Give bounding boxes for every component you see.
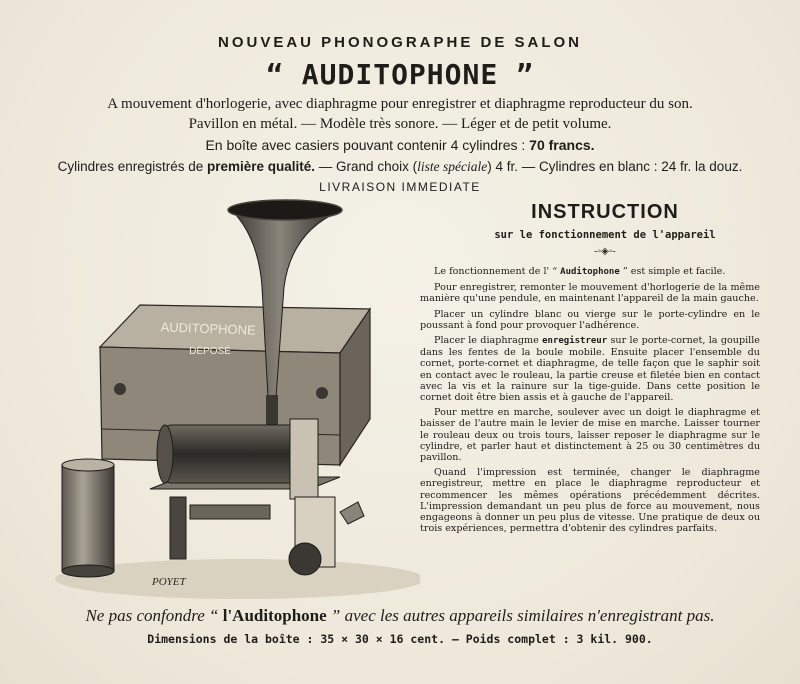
product-title: “ AUDITOPHONE ” xyxy=(266,58,534,91)
p1-text-a: Le fonctionnement de l' “ xyxy=(434,266,561,277)
warn-text-b: ” avec les autres appareils similaires n'enregistrant pas. xyxy=(326,606,715,625)
subtitle-line-2: Pavillon en métal. — Modèle très sonore. — Léger et de petit volume. xyxy=(188,116,612,132)
warn-brand: l'Auditophone xyxy=(222,606,327,625)
delivery-note: LIVRAISON IMMEDIATE xyxy=(319,180,481,194)
phonograph-illustration xyxy=(40,197,420,603)
box-offer-text: En boîte avec casiers pouvant contenir 4 cylindres : xyxy=(205,137,530,153)
box-deposited-tag: DÉPOSÉ xyxy=(189,346,231,357)
clockwork-wheel xyxy=(289,543,321,575)
instruction-paragraph: Pour mettre en marche, soulever avec un doigt le diaphragme et baisser de l'autre main le levier de mise en marche. Laisser tourner le rouleau deux ou trois tours, laisser reposer le diaphragme sur le cylindre, et parler haut et distinctement à 25 ou 30 centimètres du pavillon. xyxy=(420,407,760,464)
box-offer-line xyxy=(0,137,800,153)
cyl-quality: première qualité. xyxy=(207,159,316,174)
p1-text-b: ” est simple et facile. xyxy=(619,266,726,277)
recording-cylinder xyxy=(165,425,295,483)
dimensions-line: Dimensions de la boîte : 35 × 30 × 16 cent. — Poids complet : 3 kil. 900. xyxy=(147,632,653,646)
box-brand-label: AUDITOPHONE xyxy=(160,319,256,338)
cyl-text-b: — Grand choix ( xyxy=(315,159,418,174)
subtitle-line-1: A mouvement d'horlogerie, avec diaphragme pour enregistrer et diaphragme reproducteur du son. xyxy=(107,96,693,112)
cylinder-case xyxy=(62,459,114,577)
box-price: 70 francs. xyxy=(529,137,595,153)
p4-text-a: Placer le diaphragme xyxy=(434,335,543,347)
kicker-heading: NOUVEAU PHONOGRAPHE DE SALON xyxy=(217,34,583,51)
warn-text-a: Ne pas confondre “ xyxy=(85,606,223,625)
box-clasp-left xyxy=(114,383,126,395)
ornament-divider: -◦◈◦- xyxy=(594,246,616,257)
cyl-text-c: ) 4 fr. — Cylindres en blanc : 24 fr. la douz. xyxy=(487,159,743,174)
artist-signature: POYET xyxy=(152,576,186,588)
instruction-paragraph: Quand l'impression est terminée, changer le diaphragme enregistreur, mettre en place le diaphragme reproducteur et recommencer les mêmes opérations précédemment décrites. L'impression demandant un peu plus de force au mouvement, nous engageons à donner un peu plus de vitesse. Une pratique de deux ou trois expériences, permettra d'obtenir des cylindres parfaits. xyxy=(420,467,760,535)
p4-strong: enregistreur xyxy=(542,336,608,347)
cyl-special-list: liste spéciale xyxy=(417,159,488,174)
instruction-body xyxy=(420,266,760,538)
winding-key xyxy=(340,502,364,524)
instruction-paragraph xyxy=(420,266,760,278)
warning-line xyxy=(0,606,800,626)
p4-text-b: sur le porte-cornet, la goupille dans les fentes de la boule mobile. Ensuite placer l'ensemble du cornet, porte-cornet et diaphragme, de telle façon que le saphir soit en contact avec le rouleau, la partie creuse et filetée bien en contact avec la vis et la rainure sur la tige-guide. Dans cette position le cornet doit être bien assis et à gauche de l'appareil. xyxy=(420,335,760,404)
instruction-paragraph: Pour enregistrer, remonter le mouvement d'horlogerie de la même manière qu'une pendule, en maintenant l'appareil de la main gauche. xyxy=(420,282,760,305)
box-clasp-right xyxy=(316,387,328,399)
cylinder-price-line xyxy=(0,159,800,175)
instruction-paragraph xyxy=(420,335,760,403)
instruction-subheading: sur le fonctionnement de l'appareil xyxy=(494,229,716,241)
instruction-heading: INSTRUCTION xyxy=(531,201,679,223)
cyl-text-a: Cylindres enregistrés de xyxy=(57,159,207,174)
instruction-paragraph: Placer un cylindre blanc ou vierge sur le porte-cylindre en le poussant à fond pour provoquer l'adhérence. xyxy=(420,308,760,331)
p1-brand: Auditophone xyxy=(560,267,620,277)
